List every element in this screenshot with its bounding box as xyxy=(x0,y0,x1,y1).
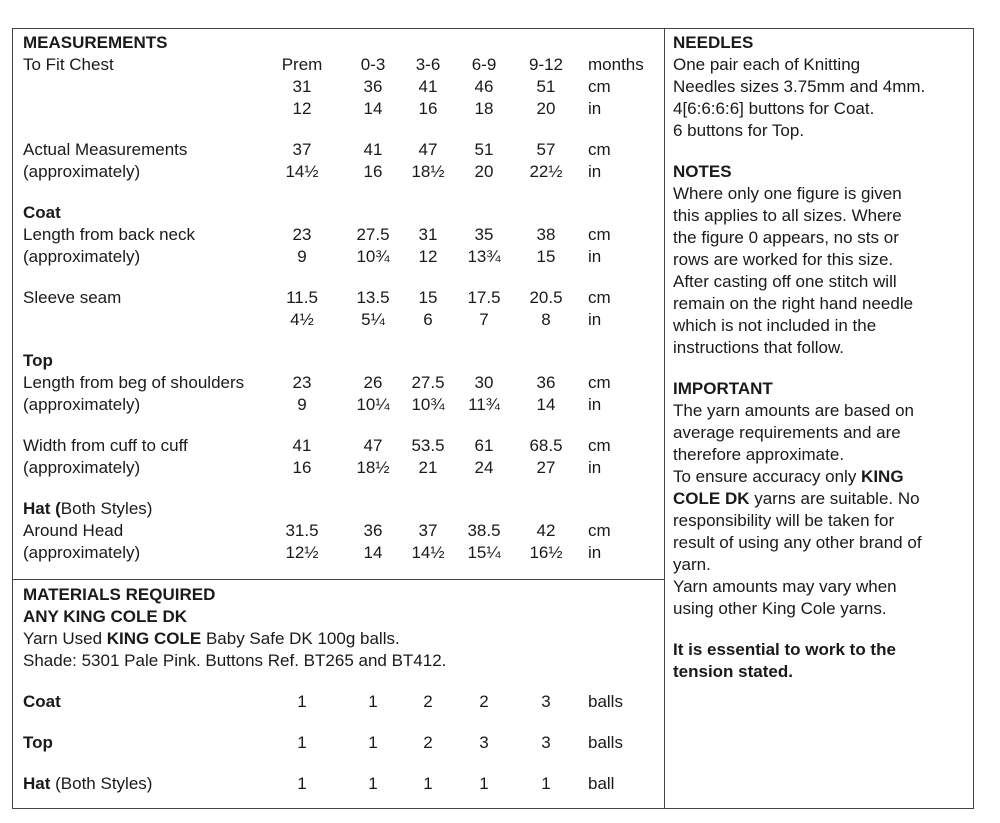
top-balls-label: Top xyxy=(23,733,53,752)
value-cell: 14 xyxy=(363,543,383,562)
value-cell: 2 xyxy=(423,733,433,752)
value-cell: 38.5 xyxy=(467,521,501,540)
value-cell: 3 xyxy=(479,733,489,752)
value-cell: 30 xyxy=(474,373,494,392)
unit-cell: months xyxy=(588,55,644,74)
unit-cell: balls xyxy=(588,692,623,711)
value-cell: 16½ xyxy=(529,543,563,562)
chest-sizes-row xyxy=(23,54,661,76)
value-cell: 68.5 xyxy=(529,436,563,455)
top-width-cm-row xyxy=(23,435,661,457)
value-cell: 14 xyxy=(363,99,383,118)
size-cell: 3-6 xyxy=(415,55,441,74)
value-cell: 1 xyxy=(368,733,378,752)
top-length-cm-row xyxy=(23,372,661,394)
size-cell: 6-9 xyxy=(471,55,497,74)
value-cell: 36 xyxy=(363,521,383,540)
value-cell: 22½ xyxy=(529,162,563,181)
accuracy-pre: To ensure accuracy only xyxy=(673,467,862,486)
unit-cell: cm xyxy=(588,436,611,455)
unit-cell: in xyxy=(588,395,602,414)
notes-line: Where only one figure is given xyxy=(673,184,902,203)
value-cell: 9 xyxy=(297,395,307,414)
actual-cm-row xyxy=(23,139,661,161)
value-cell: 15 xyxy=(418,288,438,307)
value-cell: 38 xyxy=(536,225,556,244)
value-cell: 1 xyxy=(368,692,378,711)
notes-line: the figure 0 appears, no sts or xyxy=(673,228,899,247)
value-cell: 46 xyxy=(474,77,494,96)
value-cell: 2 xyxy=(479,692,489,711)
yarn-pre: Yarn Used xyxy=(23,629,107,648)
actual-label: Actual Measurements xyxy=(23,140,188,159)
notes-line: After casting off one stitch will xyxy=(673,272,897,291)
needles-line: One pair each of Knitting xyxy=(673,55,861,74)
value-cell: 5¼ xyxy=(361,310,385,329)
value-cell: 57 xyxy=(536,140,556,159)
sleeve-in-row xyxy=(23,309,661,331)
measurements-section xyxy=(23,32,661,564)
hat-in-row xyxy=(23,542,661,564)
important-line: result of using any other brand of xyxy=(673,533,922,552)
value-cell: 6 xyxy=(423,310,433,329)
size-cell: Prem xyxy=(281,55,323,74)
value-cell: 1 xyxy=(297,692,307,711)
coat-heading: Coat xyxy=(23,203,61,222)
value-cell: 10¼ xyxy=(356,395,390,414)
chest-in-row xyxy=(23,98,661,120)
column-divider xyxy=(664,28,665,809)
value-cell: 1 xyxy=(297,733,307,752)
value-cell: 1 xyxy=(368,774,378,793)
unit-cell: cm xyxy=(588,373,611,392)
tension-line-2: tension stated. xyxy=(673,662,793,681)
needles-line: 4[6:6:6:6] buttons for Coat. xyxy=(673,99,875,118)
top-length-label: Length from beg of shoulders xyxy=(23,373,245,392)
shade-line: Shade: 5301 Pale Pink. Buttons Ref. BT265 and BT412. xyxy=(23,651,447,670)
accuracy-post: yarns are suitable. No xyxy=(749,489,920,508)
notes-line: which is not included in the xyxy=(673,316,877,335)
value-cell: 47 xyxy=(363,436,383,455)
value-cell: 31 xyxy=(292,77,312,96)
value-cell: 20 xyxy=(474,162,494,181)
value-cell: 36 xyxy=(363,77,383,96)
value-cell: 41 xyxy=(292,436,312,455)
value-cell: 37 xyxy=(418,521,438,540)
coat-length-label: Length from back neck xyxy=(23,225,195,244)
coat-balls-label: Coat xyxy=(23,692,61,711)
value-cell: 61 xyxy=(474,436,494,455)
materials-subheading: ANY KING COLE DK xyxy=(23,607,188,626)
value-cell: 31 xyxy=(418,225,438,244)
value-cell: 27 xyxy=(536,458,556,477)
top-heading: Top xyxy=(23,351,53,370)
approx-label: (approximately) xyxy=(23,395,141,414)
value-cell: 27.5 xyxy=(356,225,390,244)
needles-line: 6 buttons for Top. xyxy=(673,121,805,140)
important-line: using other King Cole yarns. xyxy=(673,599,887,618)
notes-line: this applies to all sizes. Where xyxy=(673,206,902,225)
yarn-brand: KING COLE xyxy=(106,629,202,648)
important-line: therefore approximate. xyxy=(673,445,845,464)
value-cell: 41 xyxy=(418,77,438,96)
approx-label: (approximately) xyxy=(23,543,141,562)
unit-cell: in xyxy=(588,162,602,181)
value-cell: 15¼ xyxy=(467,543,501,562)
size-cell: 9-12 xyxy=(528,55,564,74)
hat-cm-row xyxy=(23,520,661,542)
value-cell: 4½ xyxy=(290,310,314,329)
value-cell: 23 xyxy=(292,373,312,392)
value-cell: 14 xyxy=(536,395,556,414)
value-cell: 53.5 xyxy=(411,436,445,455)
value-cell: 42 xyxy=(536,521,556,540)
value-cell: 1 xyxy=(423,774,433,793)
measurements-heading: MEASUREMENTS xyxy=(23,33,168,52)
unit-cell: in xyxy=(588,99,602,118)
important-line: average requirements and are xyxy=(673,423,901,442)
section-divider xyxy=(12,579,665,580)
value-cell: 12 xyxy=(292,99,312,118)
top-width-label: Width from cuff to cuff xyxy=(23,436,188,455)
hat-balls-label xyxy=(23,773,152,795)
top-balls-row xyxy=(23,732,661,754)
value-cell: 8 xyxy=(541,310,551,329)
hat-balls-row xyxy=(23,773,661,795)
hat-balls-label-rest: (Both Styles) xyxy=(50,774,153,793)
value-cell: 18 xyxy=(474,99,494,118)
value-cell: 51 xyxy=(536,77,556,96)
tension-line: It is essential to work to the xyxy=(673,640,896,659)
materials-heading: MATERIALS REQUIRED xyxy=(23,585,216,604)
materials-section xyxy=(23,584,661,795)
approx-label: (approximately) xyxy=(23,162,141,181)
accuracy-line-2 xyxy=(673,488,971,510)
unit-cell: ball xyxy=(588,774,615,793)
value-cell: 10¾ xyxy=(356,247,390,266)
needles-heading: NEEDLES xyxy=(673,33,754,52)
coat-length-cm-row xyxy=(23,224,661,246)
chest-cm-row xyxy=(23,76,661,98)
value-cell: 9 xyxy=(297,247,307,266)
value-cell: 20.5 xyxy=(529,288,563,307)
unit-cell: cm xyxy=(588,225,611,244)
value-cell: 11.5 xyxy=(286,288,318,307)
notes-heading: NOTES xyxy=(673,162,732,181)
value-cell: 41 xyxy=(363,140,383,159)
value-cell: 20 xyxy=(536,99,556,118)
value-cell: 3 xyxy=(541,692,551,711)
notes-column xyxy=(673,32,971,683)
needles-line: Needles sizes 3.75mm and 4mm. xyxy=(673,77,926,96)
sleeve-label: Sleeve seam xyxy=(23,288,122,307)
value-cell: 18½ xyxy=(411,162,445,181)
value-cell: 26 xyxy=(363,373,383,392)
value-cell: 24 xyxy=(474,458,494,477)
actual-in-row xyxy=(23,161,661,183)
approx-label: (approximately) xyxy=(23,247,141,266)
value-cell: 16 xyxy=(292,458,312,477)
hat-heading xyxy=(23,498,661,520)
important-line: responsibility will be taken for xyxy=(673,511,895,530)
value-cell: 1 xyxy=(541,774,551,793)
unit-cell: cm xyxy=(588,77,611,96)
hat-heading-rest: Both Styles) xyxy=(60,499,153,518)
notes-line: remain on the right hand needle xyxy=(673,294,914,313)
value-cell: 2 xyxy=(423,692,433,711)
size-cell: 0-3 xyxy=(360,55,386,74)
value-cell: 16 xyxy=(418,99,438,118)
unit-cell: in xyxy=(588,310,602,329)
value-cell: 37 xyxy=(292,140,312,159)
notes-line: rows are worked for this size. xyxy=(673,250,894,269)
value-cell: 35 xyxy=(474,225,494,244)
unit-cell: in xyxy=(588,458,602,477)
unit-cell: balls xyxy=(588,733,623,752)
notes-line: instructions that follow. xyxy=(673,338,845,357)
value-cell: 11¾ xyxy=(468,395,500,414)
value-cell: 12½ xyxy=(285,543,319,562)
accuracy-brand: KING xyxy=(861,467,904,486)
approx-label: (approximately) xyxy=(23,458,141,477)
value-cell: 7 xyxy=(479,310,489,329)
value-cell: 16 xyxy=(363,162,383,181)
value-cell: 10¾ xyxy=(411,395,445,414)
sleeve-cm-row xyxy=(23,287,661,309)
value-cell: 14½ xyxy=(411,543,445,562)
value-cell: 51 xyxy=(474,140,494,159)
value-cell: 17.5 xyxy=(467,288,501,307)
value-cell: 15 xyxy=(536,247,556,266)
unit-cell: cm xyxy=(588,288,611,307)
value-cell: 12 xyxy=(418,247,438,266)
coat-balls-row xyxy=(23,691,661,713)
important-heading: IMPORTANT xyxy=(673,379,773,398)
important-line: Yarn amounts may vary when xyxy=(673,577,897,596)
important-line: The yarn amounts are based on xyxy=(673,401,914,420)
value-cell: 14½ xyxy=(285,162,319,181)
yarn-used-line xyxy=(23,628,661,650)
top-length-in-row xyxy=(23,394,661,416)
value-cell: 18½ xyxy=(356,458,390,477)
value-cell: 31.5 xyxy=(285,521,319,540)
value-cell: 13.5 xyxy=(356,288,390,307)
yarn-post: Baby Safe DK 100g balls. xyxy=(201,629,400,648)
important-line: yarn. xyxy=(673,555,711,574)
unit-cell: cm xyxy=(588,140,611,159)
accuracy-line xyxy=(673,466,971,488)
value-cell: 47 xyxy=(418,140,438,159)
top-width-in-row xyxy=(23,457,661,479)
value-cell: 3 xyxy=(541,733,551,752)
accuracy-brand-2: COLE DK xyxy=(673,489,750,508)
value-cell: 13¾ xyxy=(467,247,501,266)
value-cell: 1 xyxy=(479,774,489,793)
hat-heading-bold: Hat ( xyxy=(23,499,61,518)
hat-balls-label-bold: Hat xyxy=(23,774,51,793)
value-cell: 36 xyxy=(536,373,556,392)
unit-cell: in xyxy=(588,543,602,562)
value-cell: 27.5 xyxy=(411,373,445,392)
around-head-label: Around Head xyxy=(23,521,124,540)
unit-cell: cm xyxy=(588,521,611,540)
value-cell: 1 xyxy=(297,774,307,793)
value-cell: 21 xyxy=(418,458,438,477)
coat-length-in-row xyxy=(23,246,661,268)
chest-label: To Fit Chest xyxy=(23,55,114,74)
unit-cell: in xyxy=(588,247,602,266)
value-cell: 23 xyxy=(292,225,312,244)
